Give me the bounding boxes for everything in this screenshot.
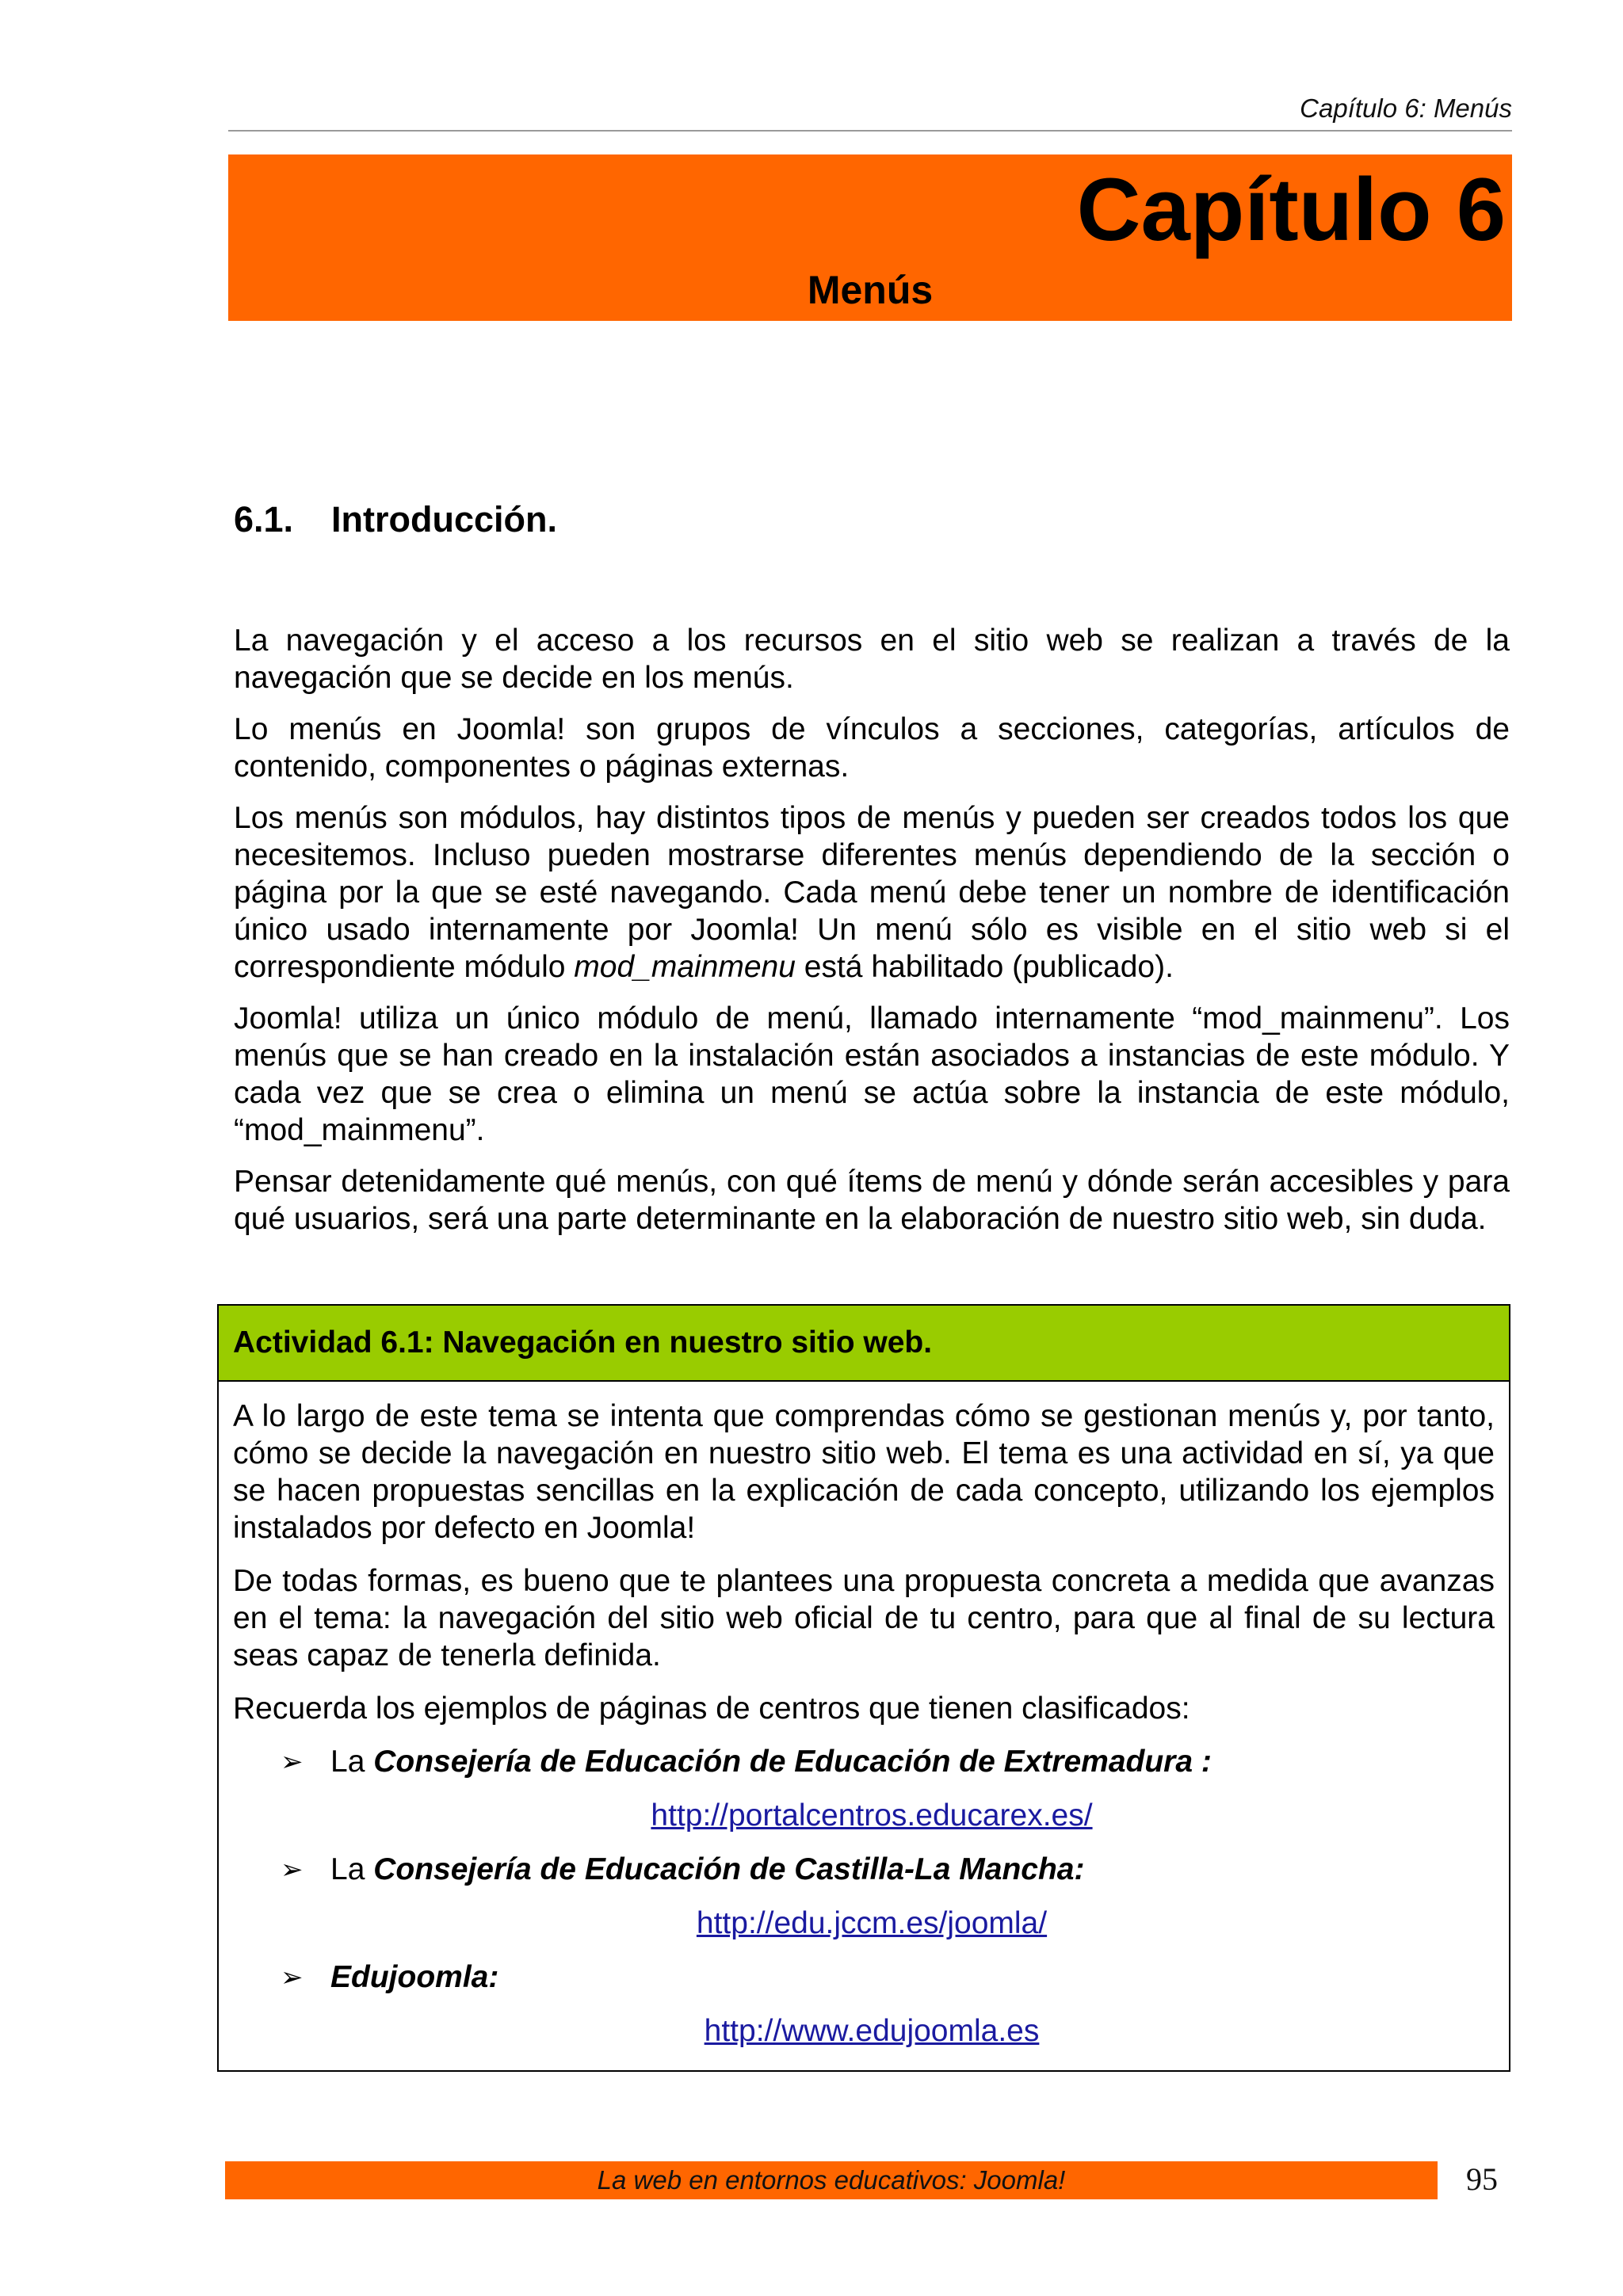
site-list-item xyxy=(233,1743,1495,1781)
chapter-number: Capítulo 6 xyxy=(1076,160,1506,259)
activity-title: Actividad 6.1: Navegación en nuestro sitio web. xyxy=(219,1306,1509,1382)
activity-paragraph: Recuerda los ejemplos de páginas de centros que tienen clasificados: xyxy=(233,1691,1190,1726)
page-number: 95 xyxy=(1466,2161,1498,2197)
intro-text: Los menús son módulos, hay distintos tipos de menús y pueden ser creados todos los que necesitemos. Incluso pueden mostrarse diferentes menús dependiendo de la sección o página por la que se esté navegando. Cada menú debe tener un nombre de identificación único usado internamente por Joomla! Un menú sólo es visible en el sitio web si el correspondiente módulo xyxy=(234,801,1510,984)
arrow-bullet-icon: ➢ xyxy=(281,1747,304,1777)
chapter-banner xyxy=(228,154,1512,321)
section-heading xyxy=(234,499,557,540)
site-link[interactable]: http://portalcentros.educarex.es/ xyxy=(651,1798,1093,1833)
intro-paragraph: La navegación y el acceso a los recursos en el sitio web se realizan a través de la navegación que se decide en los menús. xyxy=(234,624,1510,695)
site-link[interactable]: http://www.edujoomla.es xyxy=(704,2014,1040,2048)
footer-bar: La web en entornos educativos: Joomla! xyxy=(225,2161,1438,2199)
site-link[interactable]: http://edu.jccm.es/joomla/ xyxy=(696,1906,1048,1940)
running-header: Capítulo 6: Menús xyxy=(1300,93,1512,123)
site-name: Edujoomla: xyxy=(330,1960,499,1994)
intro-paragraph: Pensar detenidamente qué menús, con qué ítems de menú y dónde serán accesibles y para qué usuarios, será una parte determinante en la elaboración de nuestro sitio web, sin duda. xyxy=(234,1165,1510,1236)
activity-box xyxy=(217,1304,1510,2072)
chapter-title: Menús xyxy=(807,268,934,312)
activity-paragraph: A lo largo de este tema se intenta que comprendas cómo se gestionan menús y, por tanto, cómo se decide la navegación en nuestro sitio web. El tema es una actividad en sí, ya que se hacen propuestas sencillas en la explicación de cada concepto, utilizando los ejemplos instalados por defecto en Joomla! xyxy=(233,1399,1495,1545)
activity-body xyxy=(219,1382,1509,2050)
module-name-emphasis: mod_mainmenu xyxy=(574,950,796,984)
site-name: Consejería de Educación de Educación de Extremadura : xyxy=(373,1745,1212,1779)
intro-text: está habilitado (publicado). xyxy=(795,950,1174,984)
site-name: Consejería de Educación de Castilla-La Mancha: xyxy=(373,1852,1085,1886)
site-list-item xyxy=(233,1958,1495,1997)
intro-paragraph: Joomla! utiliza un único módulo de menú, llamado internamente “mod_mainmenu”. Los menús que se han creado en la instalación están asociados a instancias de este módulo. Y cada vez que se crea o elimina un menú se actúa sobre la instancia de este módulo, “mod_mainmenu”. xyxy=(234,1001,1510,1147)
site-prefix: La xyxy=(330,1852,374,1886)
activity-paragraph: De todas formas, es bueno que te plantees una propuesta concreta a medida que avanzas en el tema: la navegación del sitio web oficial de tu centro, para que al final de su lectura seas capaz de tenerla definida. xyxy=(233,1564,1495,1672)
site-prefix: La xyxy=(330,1745,374,1779)
section-number: 6.1. xyxy=(234,499,294,540)
intro-body xyxy=(234,622,1510,1238)
arrow-bullet-icon: ➢ xyxy=(281,1962,304,1993)
section-title: Introducción. xyxy=(331,499,557,540)
header-rule xyxy=(228,130,1512,132)
intro-paragraph: Lo menús en Joomla! son grupos de vínculos a secciones, categorías, artículos de contenido, componentes o páginas externas. xyxy=(234,712,1510,784)
intro-paragraph xyxy=(234,799,1510,986)
arrow-bullet-icon: ➢ xyxy=(281,1855,304,1885)
site-list-item xyxy=(233,1851,1495,1889)
